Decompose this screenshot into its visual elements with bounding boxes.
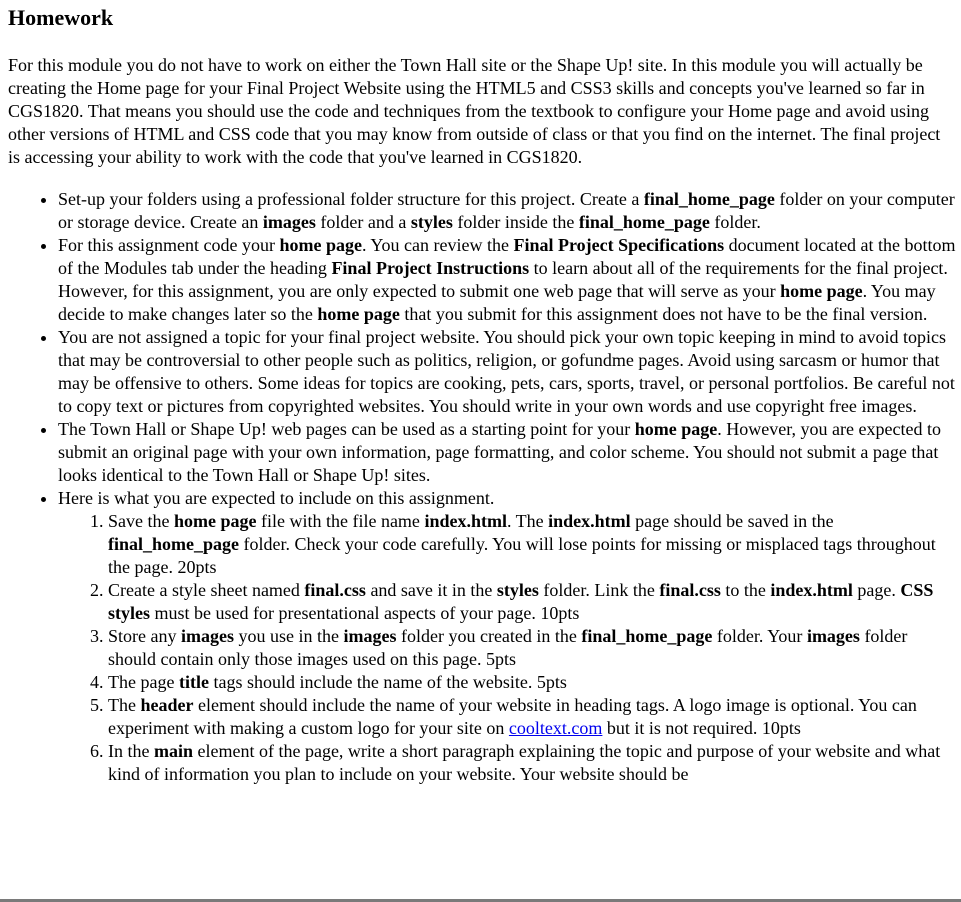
text: that you submit for this assignment does not have to be the final version.	[399, 304, 928, 324]
text: page.	[852, 580, 901, 600]
emphasis: final.css	[304, 580, 366, 600]
text: The page	[108, 672, 179, 692]
emphasis: final_home_page	[108, 534, 240, 554]
text: tags should include the name of the website. 5pts	[208, 672, 567, 692]
text: file with the file name	[256, 511, 425, 531]
text: folder. Link the	[538, 580, 660, 600]
requirement-4	[108, 671, 956, 694]
requirements-list	[58, 510, 956, 786]
text: must be used for presentational aspects of your page. 10pts	[150, 603, 580, 623]
emphasis: index.html	[548, 511, 631, 531]
text: In the	[108, 741, 154, 761]
text: For this assignment code your	[58, 235, 280, 255]
requirement-1	[108, 510, 956, 579]
text: folder on your computer or storage device. Create an	[58, 189, 955, 232]
emphasis: index.html	[770, 580, 853, 600]
instructions-list	[8, 188, 956, 786]
list-item-folders	[58, 188, 956, 234]
text: folder should contain only those images used on this page. 5pts	[108, 626, 908, 669]
folder-name: final_home_page	[578, 212, 710, 232]
text: . You can review the	[361, 235, 514, 255]
emphasis: index.html	[424, 511, 507, 531]
text: Store any	[108, 626, 181, 646]
emphasis: images	[806, 626, 860, 646]
list-item-assignment	[58, 234, 956, 326]
text: folder inside the	[452, 212, 579, 232]
emphasis: home page	[279, 235, 362, 255]
requirement-3	[108, 625, 956, 671]
text: folder.	[709, 212, 761, 232]
emphasis: home page	[317, 304, 400, 324]
emphasis: title	[178, 672, 209, 692]
text: to learn about all of the requirements for the final project. However, for this assignment, you are only expected to submit one web page that will serve as your	[58, 258, 948, 301]
text: Create a style sheet named	[108, 580, 305, 600]
emphasis: images	[180, 626, 234, 646]
requirement-6	[108, 740, 956, 786]
cooltext-link[interactable]: cooltext.com	[508, 718, 603, 738]
emphasis: Final Project Instructions	[331, 258, 530, 278]
text: folder you created in the	[396, 626, 582, 646]
emphasis: home page	[173, 511, 257, 531]
list-item-starting-point	[58, 418, 956, 487]
text: . However, you are expected to submit an original page with your own information, page formatting, and color scheme. You should not submit a page that looks identical to the Town Hall or Shape Up! sites.	[58, 419, 941, 485]
text: element of the page, write a short paragraph explaining the topic and purpose of your website and what kind of information you plan to include on your website. Your website should be	[108, 741, 941, 784]
text: The	[108, 695, 141, 715]
text: folder. Your	[712, 626, 807, 646]
text: Set-up your folders using a professional folder structure for this project. Create a	[58, 189, 644, 209]
text: to the	[720, 580, 771, 600]
emphasis: home page	[780, 281, 863, 301]
text: . You may decide to make changes later so the	[58, 281, 936, 324]
folder-name: styles	[410, 212, 453, 232]
text: Here is what you are expected to include on this assignment.	[58, 488, 495, 508]
text: . The	[506, 511, 549, 531]
intro-paragraph: For this module you do not have to work on either the Town Hall site or the Shape Up! site. In this module you will actually be creating the Home page for your Final Project Website using the HTML5 and CSS3 skills and concepts you've learned so far in CGS1820. That means you should use the code and techniques from the textbook to configure your Home page and avoid using other versions of HTML and CSS code that you may know from outside of class or that you find on the internet. The final project is accessing your ability to work with the code that you've learned in CGS1820.	[8, 55, 941, 167]
requirement-5	[108, 694, 956, 740]
emphasis: final_home_page	[581, 626, 713, 646]
emphasis: final.css	[659, 580, 721, 600]
emphasis: main	[153, 741, 193, 761]
text: document located at the bottom of the Modules tab under the heading	[58, 235, 956, 278]
emphasis: images	[343, 626, 397, 646]
text: you use in the	[233, 626, 344, 646]
text: The Town Hall or Shape Up! web pages can be used as a starting point for your	[58, 419, 635, 439]
list-item-topic: • You are not assigned a topic for your final project website. You should pick your own topic keeping in mind to avoid topics that may be controversial to other people such as politics, religion, or gofundme pages. Avoid using sarcasm or humor that may be offensive to others. Some ideas for topics are cooking, pets, cars, sports, travel, or personal portfolios. Be careful not to copy text or pictures from copyrighted websites. You should write in your own words and use copyright free images.	[58, 326, 956, 418]
text: page should be saved in the	[630, 511, 834, 531]
text: and save it in the	[365, 580, 497, 600]
emphasis: styles	[496, 580, 539, 600]
folder-name: images	[262, 212, 316, 232]
folder-name: final_home_page	[643, 189, 775, 209]
page-title: Homework	[8, 5, 114, 30]
text: folder. Check your code carefully. You will lose points for missing or misplaced tags throughout the page. 20pts	[108, 534, 936, 577]
text: element should include the name of your website in heading tags. A logo image is optional. You can experiment with making a custom logo for your site on	[108, 695, 917, 738]
emphasis: CSS styles	[108, 580, 934, 623]
homework-page	[8, 0, 956, 786]
requirement-2	[108, 579, 956, 625]
text: folder and a	[315, 212, 411, 232]
text: Save the	[108, 511, 174, 531]
list-item-include	[58, 487, 956, 786]
text: but it is not required. 10pts	[602, 718, 801, 738]
emphasis: home page	[634, 419, 718, 439]
emphasis: header	[140, 695, 194, 715]
emphasis: Final Project Specifications	[513, 235, 725, 255]
